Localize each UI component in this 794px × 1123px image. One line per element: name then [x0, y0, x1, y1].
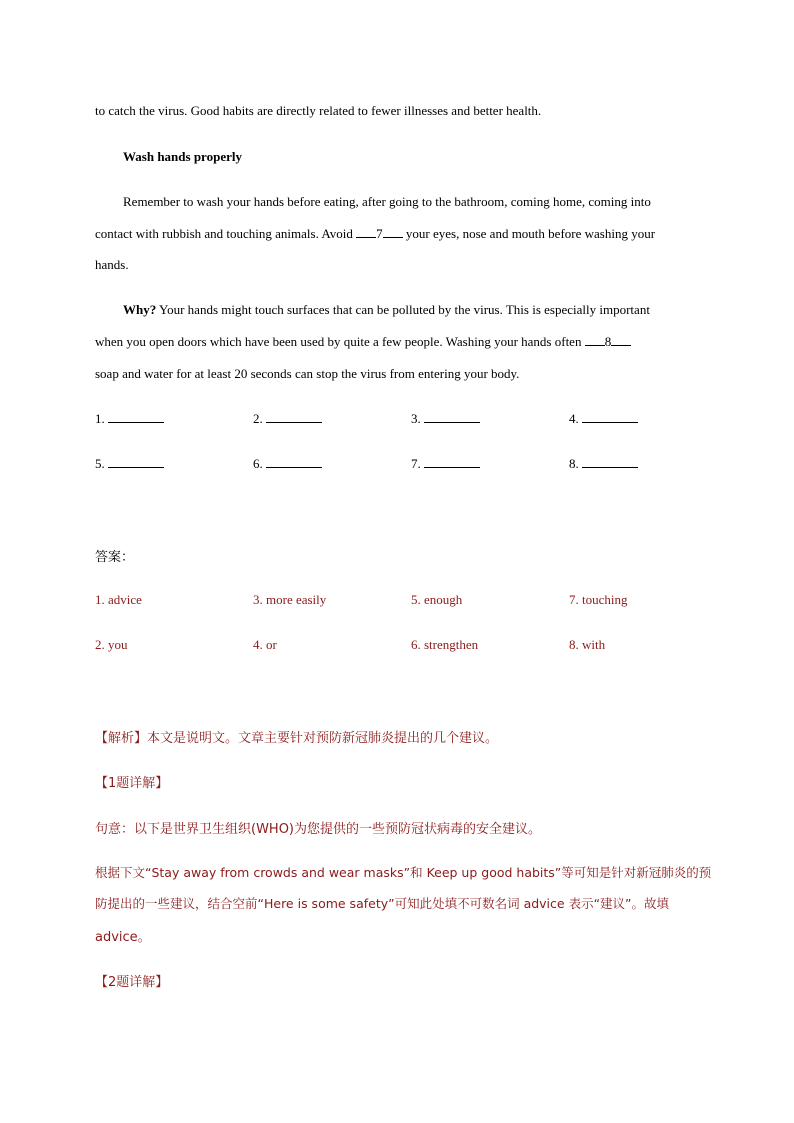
blank-label: 5. [95, 456, 105, 471]
blank-6[interactable] [253, 456, 322, 472]
blank-2[interactable] [253, 411, 322, 427]
blank-line[interactable] [108, 421, 164, 423]
blank-7[interactable] [411, 456, 480, 472]
blank-label: 1. [95, 411, 105, 426]
blank-line[interactable] [266, 466, 322, 468]
blank-label: 4. [569, 411, 579, 426]
blank-8[interactable] [569, 456, 638, 472]
explanation-line: 根据下文“Stay away from crowds and wear masks”和 Keep up good habits”等可知是针对新冠肺炎的预 [95, 865, 712, 880]
passage-line: to catch the virus. Good habits are directly related to fewer illnesses and better health. [95, 103, 542, 118]
gap-number: 8 [604, 334, 612, 349]
section-heading: Wash hands properly [123, 149, 242, 164]
blank-label: 7. [411, 456, 421, 471]
blank-line[interactable] [424, 466, 480, 468]
why-label: Why? [123, 302, 157, 317]
answer-item: 2. you [95, 637, 128, 652]
gap-underline [585, 344, 605, 346]
explanation-line: 防提出的一些建议，结合空前“Here is some safety”可知此处填不可数名词 advice 表示“建议”。故填 [95, 896, 670, 911]
blank-1[interactable] [95, 411, 164, 427]
blank-line[interactable] [108, 466, 164, 468]
passage-line [95, 226, 655, 242]
passage-text: your eyes, nose and mouth before washing your [405, 226, 656, 241]
blank-line[interactable] [424, 421, 480, 423]
question-title: 【2题详解】 [95, 975, 169, 990]
passage-text: contact with rubbish and touching animals. Avoid [95, 226, 353, 241]
answer-item: 3. more easily [253, 592, 327, 607]
blank-3[interactable] [411, 411, 480, 427]
gap-underline [611, 344, 631, 346]
passage-line [95, 334, 631, 350]
gap-underline [383, 236, 403, 238]
answer-item: 8. with [569, 637, 606, 652]
explanation-line: advice。 [95, 930, 151, 945]
blank-label: 8. [569, 456, 579, 471]
gap-number: 7 [376, 226, 383, 241]
answer-label: 答案： [95, 550, 135, 565]
answer-item: 5. enough [411, 592, 463, 607]
gap-underline [356, 236, 376, 238]
blank-line[interactable] [582, 421, 638, 423]
sentence-meaning: 句意：以下是世界卫生组织(WHO)为您提供的一些预防冠状病毒的安全建议。 [95, 822, 542, 837]
blank-line[interactable] [582, 466, 638, 468]
passage-line: hands. [95, 257, 129, 272]
blank-label: 2. [253, 411, 263, 426]
blank-label: 6. [253, 456, 263, 471]
answer-item: 6. strengthen [411, 637, 479, 652]
passage-line: Remember to wash your hands before eating, after going to the bathroom, coming home, coming into [123, 194, 651, 209]
blank-line[interactable] [266, 421, 322, 423]
blank-4[interactable] [569, 411, 638, 427]
analysis-summary: 【解析】本文是说明文。文章主要针对预防新冠肺炎提出的几个建议。 [95, 731, 499, 746]
answer-item: 4. or [253, 637, 277, 652]
passage-text: when you open doors which have been used by quite a few people. Washing your hands often [95, 334, 582, 349]
passage-line [123, 302, 650, 318]
blank-5[interactable] [95, 456, 164, 472]
answer-item: 1. advice [95, 592, 142, 607]
passage-text: Your hands might touch surfaces that can be polluted by the virus. This is especially important [159, 302, 650, 317]
question-title: 【1题详解】 [95, 776, 169, 791]
passage-line: soap and water for at least 20 seconds can stop the virus from entering your body. [95, 366, 520, 381]
answer-item: 7. touching [569, 592, 628, 607]
blank-label: 3. [411, 411, 421, 426]
